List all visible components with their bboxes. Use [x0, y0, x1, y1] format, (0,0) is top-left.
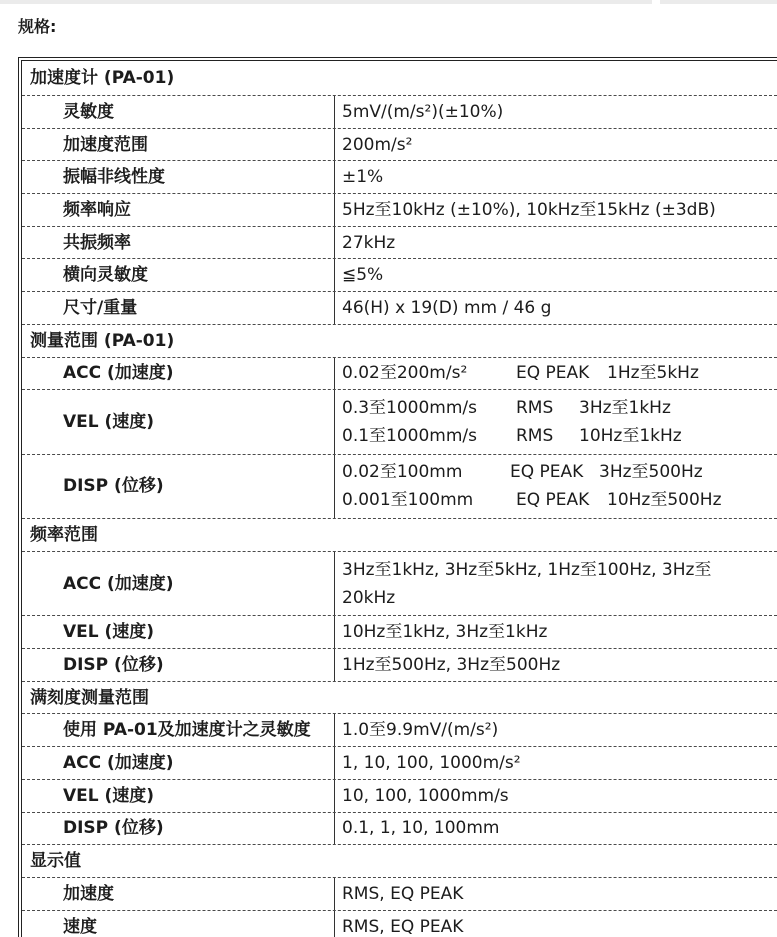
- range-line: [342, 486, 777, 514]
- top-strip-right: [660, 0, 777, 4]
- row-value: 1, 10, 100, 1000m/s²: [342, 752, 521, 773]
- row-value: 10Hz至1kHz, 3Hz至1kHz: [342, 622, 548, 643]
- range-line: [342, 422, 777, 450]
- row-label: VEL (速度): [22, 780, 335, 812]
- row-value: 200m/s²: [342, 134, 413, 155]
- spec-row-display-acceleration: [22, 878, 777, 911]
- spec-row-measure-disp: [22, 455, 777, 520]
- row-label: 灵敏度: [22, 96, 335, 128]
- row-label: 横向灵敏度: [22, 259, 335, 291]
- row-value: ±1%: [342, 167, 384, 188]
- row-label: DISP (位移): [22, 813, 335, 845]
- spec-row-freq-vel: [22, 616, 777, 649]
- spec-row-sensitivity: [22, 96, 777, 129]
- frequency-band: 3Hz至500Hz: [599, 462, 703, 483]
- row-value: RMS, EQ PEAK: [342, 883, 464, 904]
- row-value: 46(H) x 19(D) mm / 46 g: [342, 297, 552, 318]
- range-value: 0.1至1000mm/s: [342, 425, 478, 446]
- row-label: 速度: [22, 911, 335, 937]
- spec-row-freq-disp: [22, 649, 777, 682]
- row-label: 频率响应: [22, 194, 335, 226]
- row-value: ≦5%: [342, 265, 384, 286]
- spec-table: [18, 57, 777, 937]
- spec-row-amplitude-nonlinearity: [22, 161, 777, 194]
- row-label: 加速度: [22, 878, 335, 910]
- spec-row-fullscale-disp: [22, 813, 777, 846]
- page-title: 规格:: [18, 17, 57, 36]
- spec-row-measure-vel: [22, 390, 777, 455]
- row-label: 振幅非线性度: [22, 161, 335, 193]
- range-line: [342, 458, 777, 486]
- section-title: 频率范围: [30, 525, 98, 546]
- row-value: [335, 455, 777, 519]
- section-title: 加速度计 (PA-01): [30, 68, 175, 88]
- row-value: 0.1, 1, 10, 100mm: [342, 818, 500, 839]
- row-label: VEL (速度): [22, 390, 335, 454]
- spec-row-frequency-response: [22, 194, 777, 227]
- row-value: 10, 100, 1000mm/s: [342, 785, 509, 806]
- row-value: 5Hz至10kHz (±10%), 10kHz至15kHz (±3dB): [342, 199, 716, 220]
- row-label: ACC (加速度): [22, 747, 335, 779]
- spec-row-fullscale-vel: [22, 780, 777, 813]
- row-label: 加速度范围: [22, 129, 335, 161]
- frequency-band: 10Hz至1kHz: [579, 425, 682, 446]
- detection-mode: EQ PEAK: [510, 462, 584, 483]
- section-header-full-scale-range: [22, 682, 777, 715]
- section-header-measurement-range: [22, 325, 777, 358]
- row-label: 共振频率: [22, 227, 335, 259]
- spec-row-freq-acc: [22, 552, 777, 617]
- range-line: [342, 362, 777, 384]
- frequency-band: 3Hz至1kHz: [579, 397, 671, 418]
- range-value: 0.001至100mm: [342, 490, 474, 511]
- row-value: 1.0至9.9mV/(m/s²): [342, 720, 499, 741]
- frequency-list: 3Hz至1kHz, 3Hz至5kHz, 1Hz至100Hz, 3Hz至20kHz: [342, 559, 712, 608]
- row-label: VEL (速度): [22, 616, 335, 648]
- row-value: 5mV/(m/s²)(±10%): [342, 101, 504, 122]
- row-label: ACC (加速度): [22, 552, 335, 616]
- detection-mode: EQ PEAK: [516, 363, 590, 384]
- spec-row-dimensions-weight: [22, 292, 777, 325]
- row-value: 27kHz: [342, 232, 396, 253]
- detection-mode: RMS: [516, 397, 554, 418]
- detection-mode: RMS: [516, 425, 554, 446]
- row-label: DISP (位移): [22, 649, 335, 681]
- frequency-band: 1Hz至5kHz: [607, 363, 699, 384]
- range-value: 0.02至200m/s²: [342, 363, 468, 384]
- row-value: [335, 390, 777, 454]
- range-value: 0.3至1000mm/s: [342, 397, 478, 418]
- row-label: DISP (位移): [22, 455, 335, 519]
- spec-row-transverse-sensitivity: [22, 259, 777, 292]
- row-value: [335, 358, 777, 390]
- spec-row-fullscale-sensitivity: [22, 714, 777, 747]
- spec-row-fullscale-acc: [22, 747, 777, 780]
- row-value: 1Hz至500Hz, 3Hz至500Hz: [342, 654, 561, 675]
- section-header-accelerometer: [22, 61, 777, 96]
- row-label: ACC (加速度): [22, 358, 335, 390]
- spec-row-display-velocity: [22, 911, 777, 937]
- spec-row-measure-acc: [22, 358, 777, 391]
- range-value: 0.02至100mm: [342, 462, 463, 483]
- section-title: 显示值: [30, 851, 81, 872]
- spec-row-resonance-frequency: [22, 227, 777, 260]
- spec-row-acceleration-range: [22, 129, 777, 162]
- range-line: [342, 394, 777, 422]
- row-value: RMS, EQ PEAK: [342, 916, 464, 937]
- row-label: 使用 PA-01及加速度计之灵敏度: [22, 714, 335, 746]
- section-header-frequency-range: [22, 519, 777, 552]
- detection-mode: EQ PEAK: [516, 490, 590, 511]
- row-value: [335, 552, 777, 616]
- frequency-band: 10Hz至500Hz: [607, 490, 722, 511]
- top-strip-left: [0, 0, 652, 4]
- row-label: 尺寸/重量: [22, 292, 335, 324]
- section-title: 满刻度测量范围: [30, 687, 149, 708]
- section-title: 测量范围 (PA-01): [30, 330, 175, 351]
- section-header-display-value: [22, 845, 777, 878]
